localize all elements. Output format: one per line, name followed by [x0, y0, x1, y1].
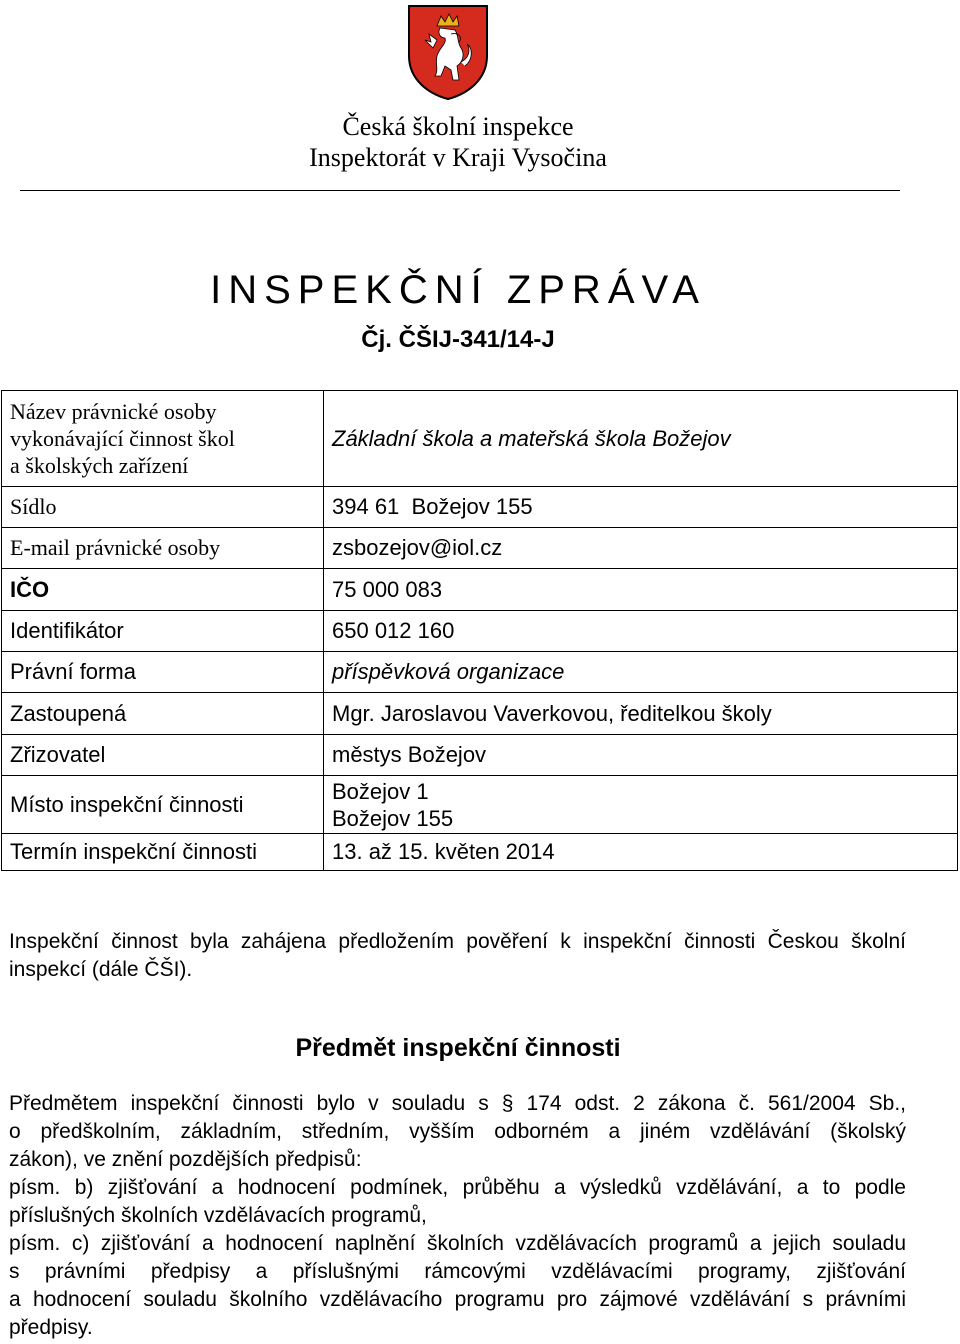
seat-value: 394 61 Božejov 155: [324, 487, 958, 528]
table-row: [2, 834, 958, 871]
legal-form-label: Právní forma: [2, 652, 324, 693]
table-row: [2, 569, 958, 611]
inspection-place-label: Místo inspekční činnosti: [2, 776, 324, 834]
body-line: příslušných školních vzdělávacích programů,: [9, 1204, 427, 1227]
org-name: Česká školní inspekce: [342, 112, 574, 141]
info-table: [1, 390, 958, 871]
inspection-date-label: Termín inspekční činnosti: [2, 834, 324, 871]
table-row: [2, 735, 958, 776]
body-line: zákon), ve znění pozdějších předpisů:: [9, 1148, 362, 1171]
body-line: písm. b) zjišťování a hodnocení podmínek, průběhu a výsledků vzdělávání, a to podle: [9, 1176, 906, 1199]
ico-label: IČO: [2, 569, 324, 611]
founder-value: městys Božejov: [324, 735, 958, 776]
section-heading: Předmět inspekční činnosti: [295, 1034, 621, 1062]
inspection-date-value: 13. až 15. květen 2014: [324, 834, 958, 871]
czech-lion-emblem: [407, 4, 489, 100]
represented-value: Mgr. Jaroslavou Vaverkovou, ředitelkou školy: [324, 693, 958, 735]
body-line: písm. c) zjišťování a hodnocení naplnění školních vzdělávacích programů a jejich souladu: [9, 1232, 906, 1255]
header-divider: [20, 190, 900, 191]
identifier-label: Identifikátor: [2, 611, 324, 652]
inspection-place-value: Božejov 1 Božejov 155: [324, 776, 958, 834]
ico-value: 75 000 083: [324, 569, 958, 611]
table-row: [2, 693, 958, 735]
legal-entity-label: Název právnické osoby vykonávající činnost škol a školských zařízení: [2, 391, 324, 487]
email-label: E-mail právnické osoby: [2, 528, 324, 569]
represented-label: Zastoupená: [2, 693, 324, 735]
founder-label: Zřizovatel: [2, 735, 324, 776]
legal-entity-name: Základní škola a mateřská škola Božejov: [324, 391, 958, 487]
body-line: o předškolním, základním, středním, vyšším odborném a jiném vzdělávání (školský: [9, 1120, 906, 1143]
seat-label: Sídlo: [2, 487, 324, 528]
body-line: Předmětem inspekční činnosti bylo v souladu s § 174 odst. 2 zákona č. 561/2004 Sb.,: [9, 1092, 906, 1115]
email-value: zsbozejov@iol.cz: [324, 528, 958, 569]
table-row: [2, 391, 958, 487]
body-line: předpisy.: [9, 1316, 93, 1339]
table-row: [2, 652, 958, 693]
org-inspectorate: Inspektorát v Kraji Vysočina: [309, 143, 607, 172]
legal-form-value: příspěvková organizace: [324, 652, 958, 693]
table-row: [2, 487, 958, 528]
table-row: [2, 776, 958, 834]
table-row: [2, 611, 958, 652]
body-line: s právními předpisy a příslušnými rámcovými vzdělávacími programy, zjišťování: [9, 1260, 906, 1283]
body-line: a hodnocení souladu školního vzdělávacího programu pro zájmové vzdělávání s právními: [9, 1288, 906, 1311]
section-body: [9, 1090, 906, 1342]
identifier-value: 650 012 160: [324, 611, 958, 652]
table-row: [2, 528, 958, 569]
reference-number: Čj. ČŠIJ-341/14-J: [361, 326, 555, 353]
report-title: INSPEKČNÍ ZPRÁVA: [210, 268, 706, 312]
intro-paragraph: Inspekční činnost byla zahájena předložením pověření k inspekční činnosti Českou školní inspekcí (dále ČŠI).: [9, 930, 906, 981]
